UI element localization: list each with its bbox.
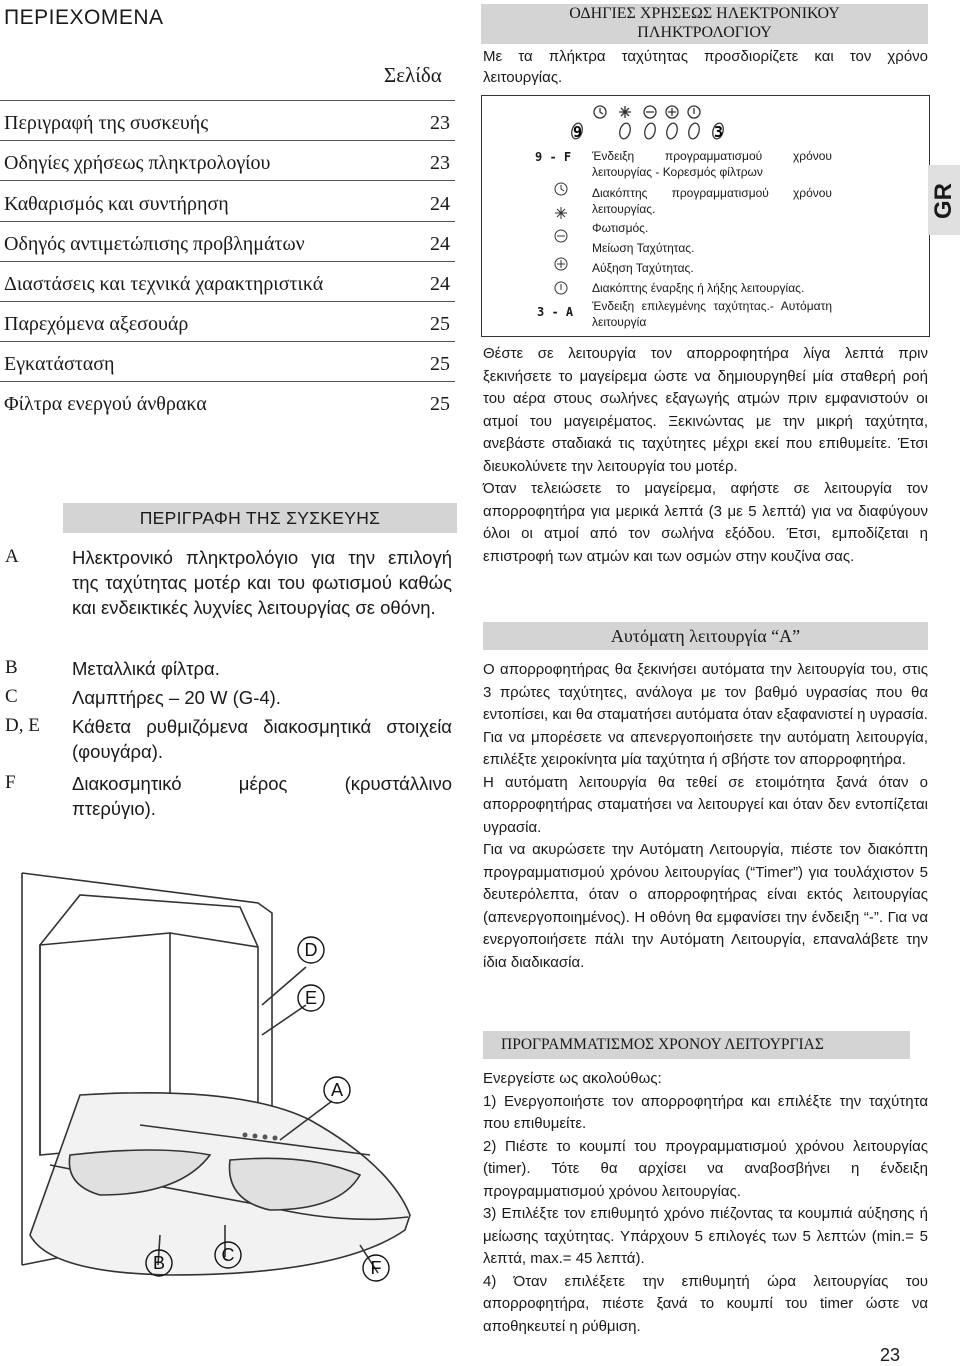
paragraph: 2) Πιέστε το κουμπί του προγραμματισμού χρόνου λειτουργίας (timer). Τότε θα αρχίσει να αναβοσβήνει η ένδειξη προγραμματισμού χρόνου λειτουργίας. [483,1137,928,1200]
auto-heading: Αυτόματη λειτουργία “A” [483,622,928,650]
toc-row[interactable] [4,273,450,296]
toc-divider [0,381,455,382]
auto-body [483,659,928,974]
toc-divider [0,261,455,262]
toc-divider [0,140,455,141]
toc-divider [0,180,455,181]
toc-divider [0,341,455,342]
legend-texts [592,148,832,330]
toc-row-page: 23 [430,112,450,134]
toc-row-page: 25 [430,393,450,415]
label-c: C [221,1245,235,1265]
item-letter: F [5,772,16,793]
label-d: D [304,940,318,960]
toc-row-page: 25 [430,353,450,375]
toc-row-label: Οδηγός αντιμετώπισης προβλημάτων [4,233,305,255]
toc-title: ΠΕΡΙΕΧΟΜΕΝΑ [4,6,164,29]
paragraph: Η αυτόματη λειτουργία θα τεθεί σε ετοιμότητα ξανά όταν ο απορροφητήρας σταματήσει να λειτουργεί και όταν δεν εντοπίζεται υγρασία. [483,773,928,836]
timer-body [483,1068,928,1338]
toc-row[interactable] [4,313,450,336]
toc-row-label: Διαστάσεις και τεχνικά χαρακτηριστικά [4,273,324,295]
legend-item: Φωτισμός. [592,221,649,235]
keyboard-body [483,343,928,568]
item-text: Διακοσμητικό μέρος (κρυστάλλινο πτερύγιο). [72,773,452,819]
toc-row-page: 24 [430,233,450,255]
legend-item: Μείωση Ταχύτητας. [592,241,695,255]
toc-row[interactable] [4,353,450,376]
timer-heading: ΠΡΟΓΡΑΜΜΑΤΙΣΜΟΣ ΧΡΟΝΟΥ ΛΕΙΤΟΥΡΓΙΑΣ [483,1031,910,1059]
toc-row[interactable] [4,393,450,416]
label-b: B [152,1253,166,1273]
item-letter: C [5,686,18,707]
label-a: A [330,1080,344,1100]
label-e: E [304,988,318,1008]
keyboard-intro: Με τα πλήκτρα ταχύτητας προσδιορίζετε και τον χρόνο λειτουργίας. [483,48,928,86]
cooker-hood-illustration [10,855,430,1305]
light-icon [553,205,569,221]
toc-row[interactable] [4,152,450,175]
timer-display: 9 [573,123,583,141]
clock-icon [553,181,569,197]
paragraph: 1) Ενεργοποιήστε τον απορροφητήρα και επιλέξτε την ταχύτητα που επιθυμείτε. [483,1092,928,1132]
plus-icon [553,256,569,272]
toc-divider [0,221,455,222]
toc-divider [0,100,455,101]
paragraph: Ενεργείστε ως ακολούθως: [483,1070,662,1087]
toc-row-page: 24 [430,193,450,215]
item-text: Λαμπτήρες – 20 W (G-4). [72,687,281,708]
item-text: Ηλεκτρονικό πληκτρολόγιο για την επιλογή της ταχύτητας μοτέρ και του φωτισμού καθώς και ενδεικτικές λυχνίες λειτουργίας σε οθόνη. [72,547,452,618]
keyboard-strip [540,100,760,142]
paragraph: Όταν τελειώσετε το μαγείρεμα, αφήστε σε λειτουργία τον απορροφητήρα για μερικά λεπτά (3 με 5 λεπτά) για να διαφύγουν όλοι οι ατμοί από τον σωλήνα εξόδου. Έτσι, εμποδίζεται η επιστροφή των ατμών και των οσμών στην κουζίνα σας. [483,480,928,565]
toc-row[interactable] [4,233,450,256]
toc-row[interactable] [4,193,450,216]
paragraph: Θέστε σε λειτουργία τον απορροφητήρα λίγα λεπτά πριν ξεκινήσετε το μαγείρεμα ώστε να δημιουργηθεί μία σταθερή ροή του αέρα στους σωλήνες εξαγωγής ατμών πριν εμφανιστούν οι ατμοί του μαγειρέματος. Ξεκινώντας με την μικρή ταχύτητα, ανεβάστε σταδιακά τις ταχύτητες μέχρι εκεί που επιθυμείτε. Έτσι διευκολύνετε την λειτουργία του μοτέρ. [483,345,928,475]
power-icon [553,280,569,296]
keyboard-heading-line: ΠΛΗΚΤΡΟΛΟΓΙΟΥ [637,24,772,41]
toc-row[interactable] [4,112,450,135]
toc-divider [0,301,455,302]
minus-icon [553,228,569,244]
keyboard-heading-line: ΟΔΗΓΙΕΣ ΧΡΗΣΕΩΣ ΗΛΕΚΤΡΟΝΙΚΟΥ [569,5,840,22]
toc-row-label: Καθαρισμός και συντήρηση [4,193,229,215]
language-tab-label: GR [930,183,957,219]
item-text: Κάθετα ρυθμιζόμενα διακοσμητικά στοιχεία (φουγάρα). [72,716,452,762]
page-number: 23 [880,1345,901,1365]
paragraph: Για να μπορέσετε να απενεργοποιήσετε την αυτόματη λειτουργία, επιλέξτε χειροκίνητα μία ταχύτητα ή σβήστε τον απορροφητήρα. [483,728,928,768]
legend-item: Ένδειξη προγραμματισμού χρόνου λειτουργίας - Κορεσμός φίλτρων [592,149,832,179]
legend-item: Διακόπτης προγραμματισμού χρόνου λειτουργίας. [592,186,832,216]
paragraph: Ο απορροφητήρας θα ξεκινήσει αυτόματα την λειτουργία του, στις 3 πρώτες ταχύτητες, ανάλογα με τον βαθμό υγρασίας που θα εντοπίσει, και θα σταματήσει αυτόματα όταν εξαφανιστεί η υγρασία. [483,661,928,723]
toc-row-label: Περιγραφή της συσκευής [4,112,209,134]
legend-item: Διακόπτης έναρξης ή λήξης λειτουργίας. [592,281,805,295]
item-letter: B [5,657,18,678]
paragraph: 4) Όταν επιλέξετε την επιθυμητή ώρα λειτουργίας του απορροφητήρα, πιέστε ξανά το κουμπί του timer ώστε να αποθηκευτεί η ρύθμιση. [483,1272,928,1335]
item-letter: A [5,546,19,567]
display-icon: 9 - F [535,150,572,164]
legend-icons [535,148,585,333]
description-heading: ΠΕΡΙΓΡΑΦΗ ΤΗΣ ΣΥΣΚΕΥΗΣ [63,503,457,533]
toc-page-label: Σελίδα [384,63,442,87]
legend-item: Ένδειξη επιλεγμένης ταχύτητας.- Αυτόματη λειτουργία [592,299,832,329]
speed-display: 3 [714,123,724,141]
toc-row-page: 23 [430,152,450,174]
toc-row-page: 24 [430,273,450,295]
toc-row-label: Παρεχόμενα αξεσουάρ [4,313,189,335]
light-icon [619,106,631,118]
label-f: F [370,1258,382,1278]
item-letter: D, E [5,715,40,736]
paragraph: 3) Επιλέξτε τον επιθυμητό χρόνο πιέζοντας τα κουμπιά αύξησης ή μείωσης ταχύτητας. Υπάρχουν 5 επιλογές των 5 λεπτών (min.= 5 λεπτά, max.= 45 λεπτά). [483,1205,928,1267]
legend-item: Αύξηση Ταχύτητας. [592,261,694,275]
paragraph: Για να ακυρώσετε την Αυτόματη Λειτουργία, πιέστε τον διακόπτη προγραμματισμού χρόνου λειτουργίας (“Timer”) για τουλάχιστον 5 δευτερόλεπτα, όταν ο απορροφητήρας είναι εκτός λειτουργίας (απενεργοποιημένος). Η οθόνη θα εμφανίσει την ένδειξη “-”. Για να ενεργοποιήσετε πάλι την Αυτόματη Λειτουργία, επαναλάβετε την ίδια διαδικασία. [483,841,928,971]
speed-display-icon: 3 - A [537,305,574,319]
toc-row-label: Εγκατάσταση [4,353,115,375]
language-tab [928,165,960,235]
toc-row-page: 25 [430,313,450,335]
toc-row-label: Φίλτρα ενεργού άνθρακα [4,393,207,415]
keyboard-heading [481,4,928,44]
toc-row-label: Οδηγίες χρήσεως πληκτρολογίου [4,152,271,174]
item-text: Μεταλλικά φίλτρα. [72,658,220,679]
